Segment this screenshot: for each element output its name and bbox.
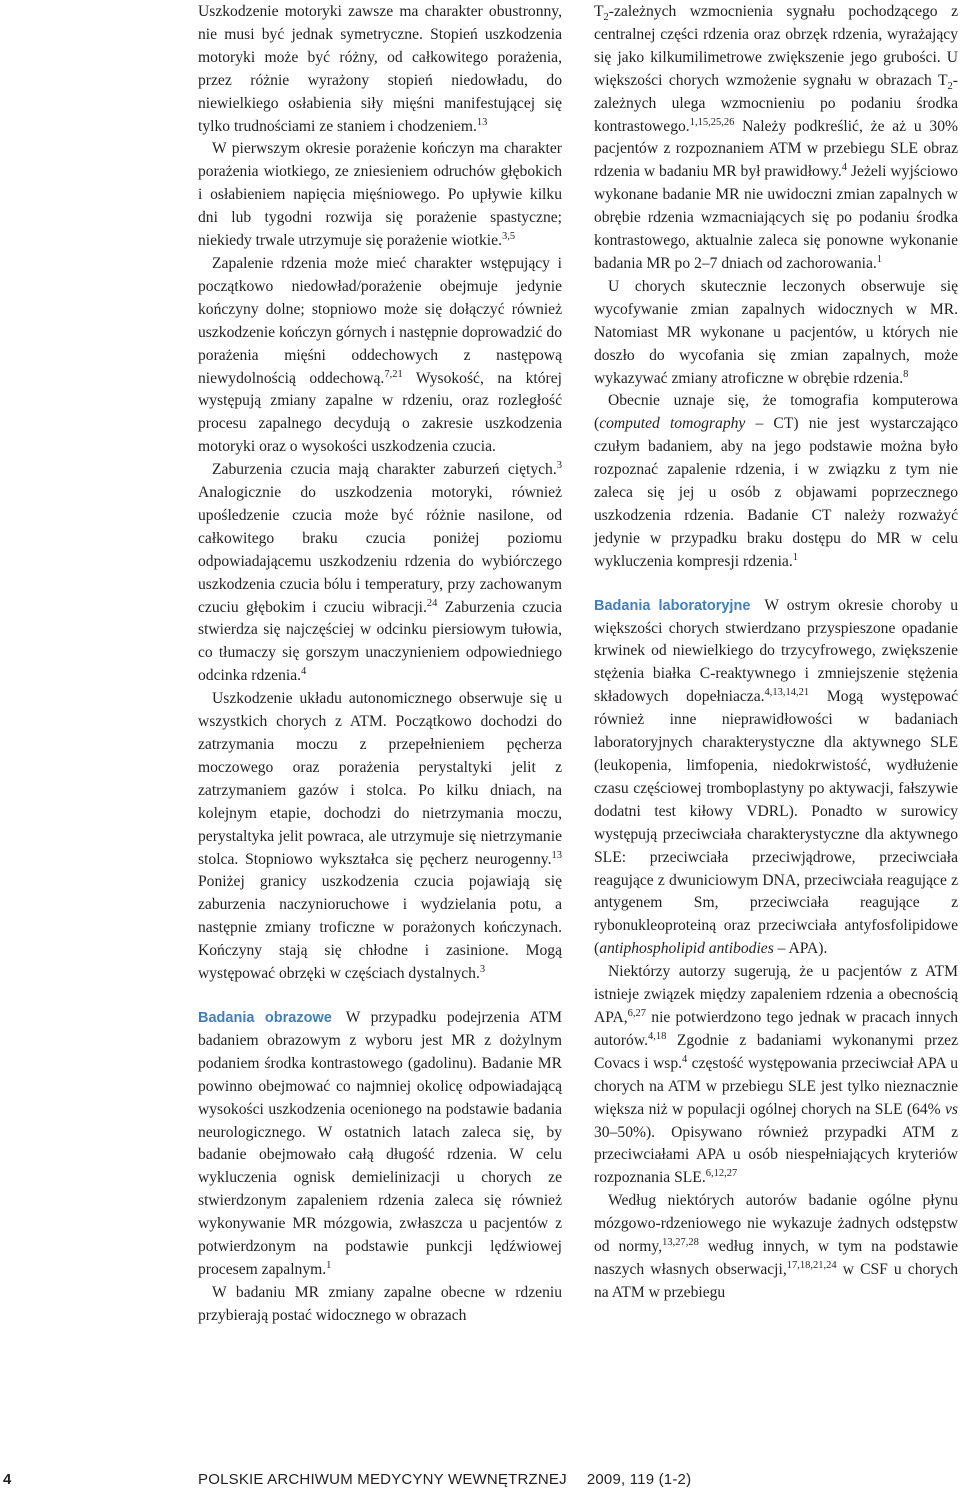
paragraph: Badania obrazowe W przypadku podejrzenia ATM badaniem obrazowym z wyboru jest MR z dożylnym podaniem środka kontrastowego (gadolinu). Badanie MR powinno obejmować co najmniej okolicę odpowiadającą wysokości uszkodzenia ocenionego na podstawie badania neurologicznego. W ostatnich latach zaleca się, by badanie obejmowało całą długość rdzenia. W celu wykluczenia ognisk demielinizacji u chorych ze stwierdzonym zapaleniem rdzenia zaleca się również wykonywanie MR mózgowia, zwłaszcza u pacjentów z potwierdzonym na podstawie punkcji lędźwiowej procesem zapalnym.$^1$: [198, 1008, 562, 1278]
paragraph: Według niektórych autorów badanie ogólne płynu mózgowo-rdzeniowego nie wykazuje żadnych odstępstw od normy,$^{13,27,28}$ według innych, w tym na podstawie naszych własnych obserwacji,$^{17,18,21,24}$ w CSF u chorych na ATM w przebiegu: [594, 1192, 959, 1301]
journal-name: POLSKIE ARCHIWUM MEDYCYNY WEWNĘTRZNEJ: [198, 1471, 567, 1488]
journal-footer: [198, 1471, 691, 1488]
paragraph: W pierwszym okresie porażenie kończyn ma charakter porażenia wiotkiego, ze zniesieniem odruchów głębokich i osłabieniem napięcia mięśniowego. Po upływie kilku dni lub tygodni rozwija się porażenie spastyczne; niekiedy trwale utrzymuje się porażenie wiotkie.$^{3,5}$: [198, 140, 562, 250]
footer-rule: [0, 1466, 960, 1467]
paragraph: $T_2$-zależnych wzmocnienia sygnału pochodzącego z centralnej części rdzenia oraz obrzęk rdzenia, wyrażający się jako kilkumilimetrowe zwiększenie jego grubości. U większości chorych wzmożenie sygnału w obrazach $T_2$-zależnych ulega wzmocnieniu po podaniu środka kontrastowego.$^{1,15,25,26}$ Należy podkreślić, że aż u 30% pacjentów z rozpoznaniem ATM w przebiegu SLE obraz rdzenia w badaniu MR był prawidłowy.$^4$ Jeżeli wyjściowo wykonane badanie MR nie uwidoczni zmian zapalnych w obrębie rdzenia wzmacniających się po podaniu środka kontrastowego, aktualnie zaleca się ponowne wykonanie badania MR po 2–7 dniach od zachorowania.$^1$: [594, 3, 958, 272]
paragraph: Obecnie uznaje się, że tomografia komputerowa (computed tomography – CT) nie jest wystarczająco czułym badaniem, aby na jego podstawie można było rozpoznać zapalenie rdzenia, i w związku z tym nie zaleca się jej u osób z objawami poprzecznego uszkodzenia rdzenia. Badanie CT należy rozważyć jedynie w przypadku braku dostępu do MR w celu wykluczenia kompresji rdzenia.$^1$: [594, 392, 958, 570]
right-column: [594, 0, 958, 1305]
paragraph: Zapalenie rdzenia może mieć charakter wstępujący i początkowo niedowład/porażenie obejmuje jedynie kończyny dolne; stopniowo może się dołączyć również uszkodzenie kończyn górnych i następnie doprowadzić do porażenia mięśni oddechowych z następową niewydolnością oddechową.$^{7,21}$ Wysokość, na której występują zmiany zapalne w rdzeniu, oraz rozległość procesu zapalnego decydują o zakresie uszkodzenia motoryki oraz o wysokości uszkodzenia czucia.: [198, 254, 562, 456]
paragraph: Uszkodzenie układu autonomicznego obserwuje się u wszystkich chorych z ATM. Początkowo dochodzi do zatrzymania moczu z przepełnieniem pęcherza moczowego oraz porażenia perystaltyki jelit z zatrzymaniem gazów i stolca. Po kilku dniach, na kolejnym etapie, dochodzi do nietrzymania moczu, perystaltyka jelit powraca, ale utrzymuje się nietrzymanie stolca. Stopniowo wykształca się pęcherz neurogenny.$^{13}$ Poniżej granicy uszkodzenia czucia pojawiają się zaburzenia naczynioruchowe i wydzielania potu, a następnie zmiany troficzne w porażonych kończynach. Kończyny stają się chłodne i zasinione. Mogą występować obrzęki w częściach dystalnych.$^3$: [198, 690, 562, 983]
page-footer: [0, 1466, 960, 1495]
paragraph: Zaburzenia czucia mają charakter zaburzeń ciętych.$^3$ Analogicznie do uszkodzenia motoryki, również upośledzenie czucia może być różnie nasilone, od całkowitego braku czucia poniżej poziomu odpowiadającemu uszkodzeniu rdzenia do wybiórczego uszkodzenia czucia bólu i temperatury, przy zachowanym czuciu głębokim i czuciu wibracji.$^{24}$ Zaburzenia czucia stwierdza się najczęściej w odcinku piersiowym tułowia, co tłumaczy się gorszym unaczynieniem odpowiedniego odcinka rdzenia.$^4$: [198, 459, 562, 685]
paragraph: U chorych skutecznie leczonych obserwuje się wycofywanie zmian zapalnych widocznych w MR. Natomiast MR wykonane u pacjentów, u których nie doszło do wycofania się zmian zapalnych, może wykazywać zmiany atroficzne w obrębie rdzenia.$^8$: [594, 277, 958, 387]
paragraph: Uszkodzenie motoryki zawsze ma charakter obustronny, nie musi być jednak symetryczne. Stopień uszkodzenia motoryki może być różny, od całkowitego porażenia, przez różnie wyrażony stopień niedowładu, do niewielkiego osłabienia siły mięśni manifestującej się tylko trudnościami ze staniem i chodzeniem.$^{13}$: [198, 3, 562, 135]
journal-issue: 2009, 119 (1-2): [586, 1471, 692, 1488]
paragraph: Badania laboratoryjne W ostrym okresie choroby u większości chorych stwierdzano przyspieszone opadanie krwinek od niewielkiego do trzycyfrowego, zwiększenie stężenia białka C-reaktywnego i zmniejszenie stężenia składowych dopełniacza.$^{4,13,14,21}$ Mogą występować również inne nieprawidłowości w badaniach laboratoryjnych charakterystyczne dla aktywnego SLE (leukopenia, limfopenia, niedokrwistość, wydłużenie czasu częściowej tromboplastyny po aktywacji, fałszywie dodatni test kiłowy VDRL). Ponadto w surowicy występują przeciwciała charakterystyczne dla aktywnego SLE: przeciwciała przeciwjądrowe, przeciwciała reagujące z dwuniciowym DNA, przeciwciała reagujące z antygenem Sm, przeciwciała reagujące z rybonukleoproteiną oraz przeciwciała antyfosfolipidowe (antiphospholipid antibodies – APA).: [594, 596, 959, 958]
left-column: [198, 0, 562, 1328]
section-heading-imaging: Badania obrazowe: [198, 1009, 332, 1026]
section-heading-laboratory: Badania laboratoryjne: [594, 597, 751, 614]
page-number: 4: [3, 1471, 12, 1488]
paragraph: W badaniu MR zmiany zapalne obecne w rdzeniu przybierają postać widocznego w obrazach: [198, 1283, 562, 1324]
paragraph: Niektórzy autorzy sugerują, że u pacjentów z ATM istnieje związek między zapaleniem rdzenia a obecnością APA,$^{6,27}$ nie potwierdzono tego jednak w pracach innych autorów.$^{4,18}$ Zgodnie z badaniami wykonanymi przez Covacs i wsp.$^4$ częstość występowania przeciwciał APA u chorych na ATM w przebiegu SLE jest tylko nieznacznie większa niż w populacji ogólnej chorych na SLE (64% vs 30–50%). Opisywano również przypadki ATM z przeciwciałami APA u osób niespełniających kryteriów rozpoznania SLE.$^{6,12,27}$: [594, 963, 958, 1187]
